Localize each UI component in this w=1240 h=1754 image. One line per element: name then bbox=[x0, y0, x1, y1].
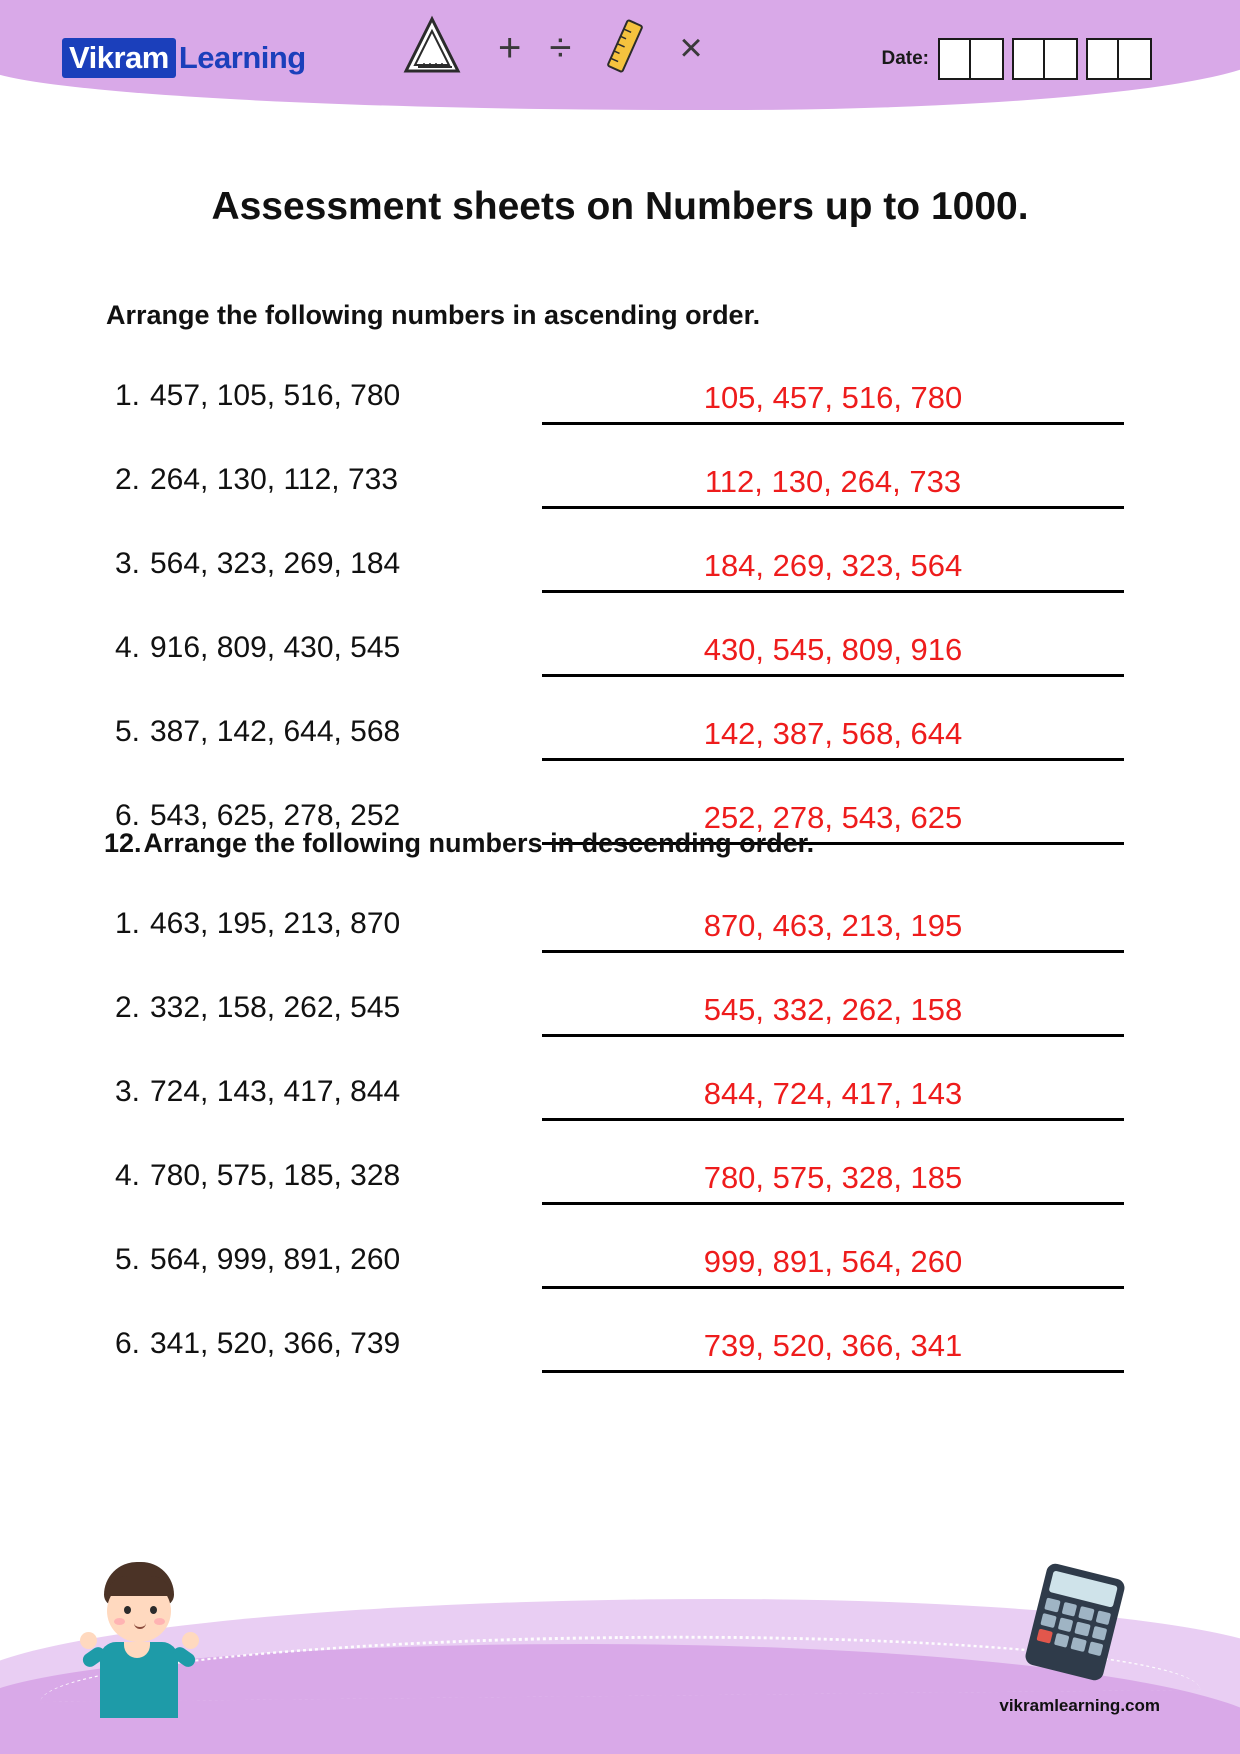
question-row bbox=[104, 1037, 1124, 1121]
answer-field[interactable]: 870, 463, 213, 195 bbox=[542, 908, 1124, 953]
section-heading-text: Arrange the following numbers in descending order. bbox=[143, 828, 815, 858]
set-square-icon bbox=[400, 15, 470, 82]
boy-eye-left bbox=[124, 1606, 131, 1614]
question-text: 457, 105, 516, 780 bbox=[150, 379, 401, 412]
question-text: 387, 142, 644, 568 bbox=[150, 715, 401, 748]
boy-eye-right bbox=[150, 1606, 157, 1614]
boy-hand-right bbox=[182, 1632, 199, 1649]
question-row bbox=[104, 869, 1124, 953]
question-row bbox=[104, 509, 1124, 593]
question-number: 5. bbox=[114, 1243, 140, 1276]
plus-icon: + bbox=[498, 26, 522, 70]
answer-field[interactable]: 430, 545, 809, 916 bbox=[542, 632, 1124, 677]
math-icon-row bbox=[400, 16, 703, 80]
answer-field[interactable]: 780, 575, 328, 185 bbox=[542, 1160, 1124, 1205]
question-row bbox=[104, 1121, 1124, 1205]
page-title: Assessment sheets on Numbers up to 1000. bbox=[211, 185, 1029, 228]
boy-illustration bbox=[80, 1558, 200, 1718]
boy-fringe bbox=[107, 1576, 171, 1596]
question-number: 1. bbox=[114, 907, 140, 940]
question-number: 3. bbox=[114, 547, 140, 580]
answer-field[interactable]: 252, 278, 543, 625 bbox=[542, 800, 1124, 845]
boy-hand-left bbox=[80, 1632, 97, 1649]
section-ascending bbox=[104, 300, 1124, 845]
question-text: 463, 195, 213, 870 bbox=[150, 907, 401, 940]
answer-field[interactable]: 844, 724, 417, 143 bbox=[542, 1076, 1124, 1121]
boy-cheek-right bbox=[154, 1618, 165, 1625]
calculator-key bbox=[1070, 1637, 1086, 1652]
calculator-key bbox=[1040, 1613, 1056, 1628]
question-text: 332, 158, 262, 545 bbox=[150, 991, 401, 1024]
question-text: 564, 323, 269, 184 bbox=[150, 547, 401, 580]
calculator-key bbox=[1095, 1610, 1111, 1625]
question-number: 6. bbox=[114, 799, 140, 832]
date-cell[interactable] bbox=[1045, 40, 1076, 78]
question-text: 916, 809, 430, 545 bbox=[150, 631, 401, 664]
calculator-key bbox=[1061, 1602, 1077, 1617]
answer-field[interactable]: 142, 387, 568, 644 bbox=[542, 716, 1124, 761]
question-number: 4. bbox=[114, 631, 140, 664]
section-heading bbox=[104, 300, 1124, 331]
calculator-key bbox=[1053, 1633, 1069, 1648]
answer-field[interactable]: 739, 520, 366, 341 bbox=[542, 1328, 1124, 1373]
date-cell[interactable] bbox=[1119, 40, 1150, 78]
question-list bbox=[104, 341, 1124, 845]
question-row bbox=[104, 593, 1124, 677]
question-number: 3. bbox=[114, 1075, 140, 1108]
date-cell[interactable] bbox=[940, 40, 971, 78]
question-number: 4. bbox=[114, 1159, 140, 1192]
answer-field[interactable]: 112, 130, 264, 733 bbox=[542, 464, 1124, 509]
logo-vikram: Vikram bbox=[62, 38, 176, 78]
question-text: 564, 999, 891, 260 bbox=[150, 1243, 401, 1276]
question-number: 6. bbox=[114, 1327, 140, 1360]
question-text: 341, 520, 366, 739 bbox=[150, 1327, 401, 1360]
brand-logo bbox=[62, 40, 306, 76]
calculator-key bbox=[1087, 1641, 1103, 1656]
date-year-boxes[interactable] bbox=[1086, 38, 1152, 80]
calculator-key-clear bbox=[1036, 1629, 1052, 1644]
boy-cheek-left bbox=[114, 1618, 125, 1625]
question-row bbox=[104, 1205, 1124, 1289]
calculator-key bbox=[1091, 1626, 1107, 1641]
question-number: 1. bbox=[114, 379, 140, 412]
answer-field[interactable]: 999, 891, 564, 260 bbox=[542, 1244, 1124, 1289]
question-text: 724, 143, 417, 844 bbox=[150, 1075, 401, 1108]
calculator-keys bbox=[1036, 1598, 1111, 1657]
answer-field[interactable]: 184, 269, 323, 564 bbox=[542, 548, 1124, 593]
section-heading bbox=[104, 828, 1124, 859]
date-month-boxes[interactable] bbox=[1012, 38, 1078, 80]
question-number: 2. bbox=[114, 991, 140, 1024]
page-footer bbox=[0, 1524, 1240, 1754]
question-row bbox=[104, 677, 1124, 761]
date-cell[interactable] bbox=[1088, 40, 1119, 78]
question-row bbox=[104, 341, 1124, 425]
date-cell[interactable] bbox=[971, 40, 1002, 78]
date-cells bbox=[938, 38, 1152, 80]
ruler-icon bbox=[599, 17, 651, 80]
question-row bbox=[104, 425, 1124, 509]
date-field bbox=[881, 38, 1152, 80]
footer-website: vikramlearning.com bbox=[999, 1696, 1160, 1715]
multiply-icon: × bbox=[679, 26, 703, 70]
divide-icon: ÷ bbox=[549, 26, 572, 70]
logo-learning: Learning bbox=[178, 40, 306, 75]
date-cell[interactable] bbox=[1014, 40, 1045, 78]
date-day-boxes[interactable] bbox=[938, 38, 1004, 80]
question-row bbox=[104, 1289, 1124, 1373]
question-number: 2. bbox=[114, 463, 140, 496]
question-row bbox=[104, 953, 1124, 1037]
question-number: 5. bbox=[114, 715, 140, 748]
date-label: Date: bbox=[881, 48, 929, 69]
page-header bbox=[0, 0, 1240, 120]
section-number: 12. bbox=[104, 828, 142, 858]
question-text: 780, 575, 185, 328 bbox=[150, 1159, 401, 1192]
question-list bbox=[104, 869, 1124, 1373]
question-text: 264, 130, 112, 733 bbox=[150, 463, 398, 496]
question-text: 543, 625, 278, 252 bbox=[150, 799, 401, 832]
calculator-key bbox=[1044, 1598, 1060, 1613]
section-heading-text: Arrange the following numbers in ascending order. bbox=[106, 300, 761, 330]
calculator-key bbox=[1078, 1606, 1094, 1621]
answer-field[interactable]: 545, 332, 262, 158 bbox=[542, 992, 1124, 1037]
section-descending bbox=[104, 828, 1124, 1373]
answer-field[interactable]: 105, 457, 516, 780 bbox=[542, 380, 1124, 425]
calculator-key bbox=[1074, 1622, 1090, 1637]
calculator-key bbox=[1057, 1617, 1073, 1632]
